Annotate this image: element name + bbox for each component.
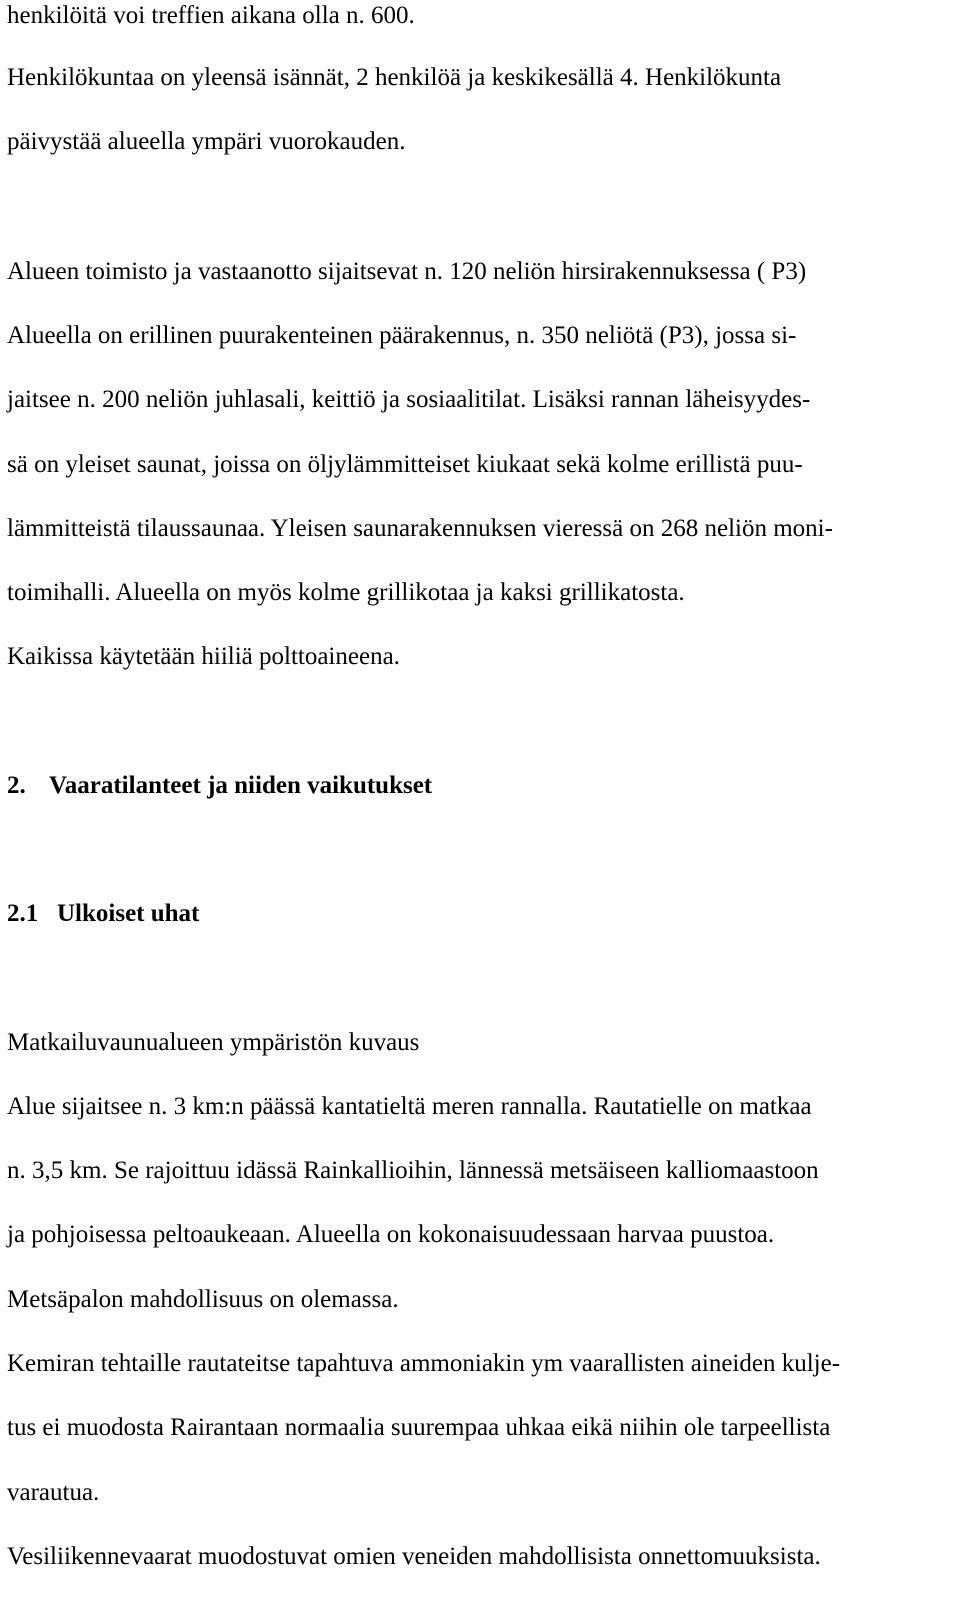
section-number: 2.1 xyxy=(7,900,39,927)
body-text-line: Henkilökuntaa on yleensä isännät, 2 henkilöä ja keskikesällä 4. Henkilökunta xyxy=(7,64,782,91)
section-heading-2-1 xyxy=(7,899,199,929)
body-text-line: henkilöitä voi treffien aikana olla n. 600. xyxy=(7,2,415,29)
body-text-line: Vesiliikennevaarat muodostuvat omien veneiden mahdollisista onnettomuuksista. xyxy=(7,1543,821,1570)
body-text-line: päivystää alueella ympäri vuorokauden. xyxy=(7,128,406,155)
body-text-line: toimihalli. Alueella on myös kolme grillikotaa ja kaksi grillikatosta. xyxy=(7,579,685,606)
body-text-line: ja pohjoisessa peltoaukeaan. Alueella on kokonaisuudessaan harvaa puustoa. xyxy=(7,1221,775,1248)
section-title: Ulkoiset uhat xyxy=(57,900,200,927)
body-text-line: tus ei muodosta Rairantaan normaalia suurempaa uhkaa eikä niihin ole tarpeellista xyxy=(7,1414,831,1441)
body-text-line: Alueen toimisto ja vastaanotto sijaitsevat n. 120 neliön hirsirakennuksessa ( P3) xyxy=(7,258,807,285)
body-text-line: lämmitteistä tilaussaunaa. Yleisen saunarakennuksen vieressä on 268 neliön moni- xyxy=(7,515,833,542)
body-text-line: Kaikissa käytetään hiiliä polttoaineena. xyxy=(7,643,400,670)
body-text-line: n. 3,5 km. Se rajoittuu idässä Rainkallioihin, lännessä metsäiseen kalliomaastoon xyxy=(7,1157,819,1184)
body-text-line: Kemiran tehtaille rautateitse tapahtuva ammoniakin ym vaarallisten aineiden kulje- xyxy=(7,1350,841,1377)
section-heading-2 xyxy=(7,771,432,801)
body-text-line: Alue sijaitsee n. 3 km:n päässä kantatieltä meren rannalla. Rautatielle on matkaa xyxy=(7,1093,812,1120)
body-text-line: jaitsee n. 200 neliön juhlasali, keittiö ja sosiaalitilat. Lisäksi rannan läheisyydes- xyxy=(7,386,811,413)
subheading: Matkailuvaunualueen ympäristön kuvaus xyxy=(7,1029,420,1056)
body-text-line: sä on yleiset saunat, joissa on öljylämmitteiset kiukaat sekä kolme erillistä puu- xyxy=(7,451,803,478)
body-text-line: varautua. xyxy=(7,1479,100,1506)
section-title: Vaaratilanteet ja niiden vaikutukset xyxy=(49,772,433,799)
body-text-line: Metsäpalon mahdollisuus on olemassa. xyxy=(7,1286,399,1313)
section-number: 2. xyxy=(7,772,26,799)
body-text-line: Alueella on erillinen puurakenteinen päärakennus, n. 350 neliötä (P3), jossa si- xyxy=(7,322,797,349)
